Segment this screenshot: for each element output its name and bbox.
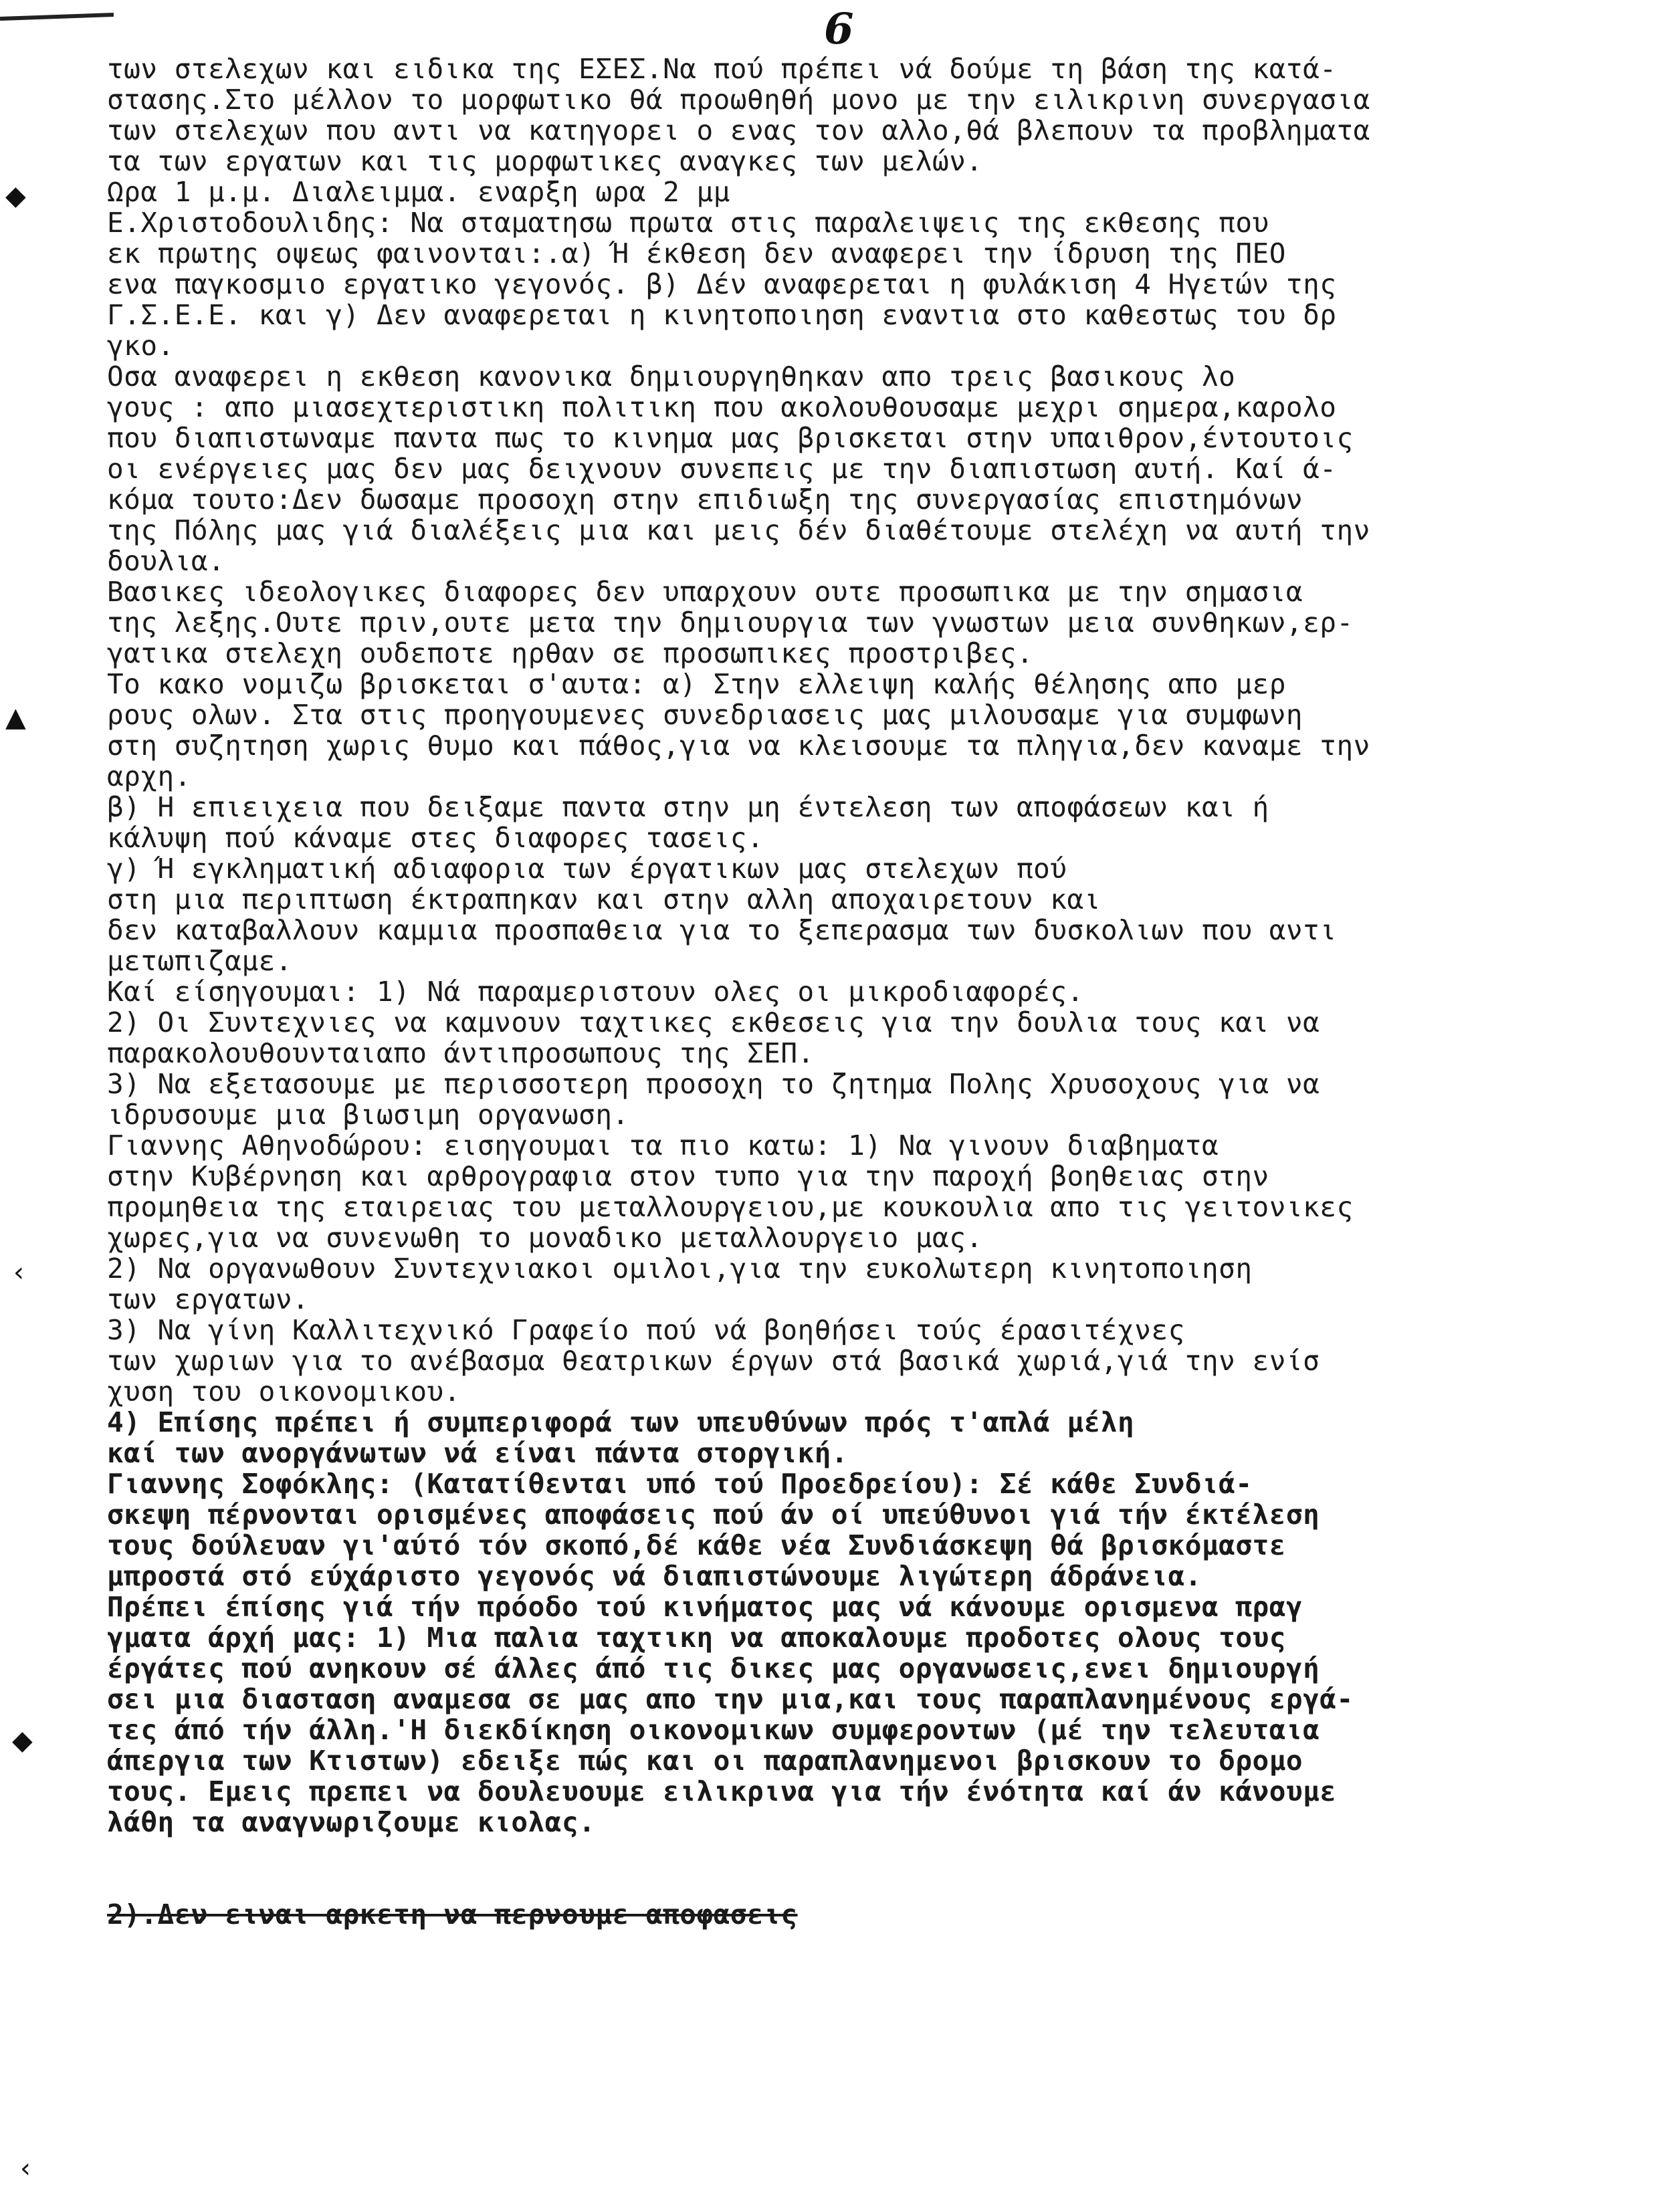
scan-mark xyxy=(0,13,114,21)
text-line: 2) Οι Συντεχνιες να καμνουν ταχτικες εκθεσεις για την δουλια τους και να xyxy=(107,1007,1320,1038)
text-line: στην Κυβέρνηση και αρθρογραφια στον τυπο για την παροχή βοηθειας στην xyxy=(107,1161,1269,1192)
text-line: στη συζητηση χωρις θυμο και πάθος,για να κλεισουμε τα πληγια,δεν καναμε την xyxy=(107,730,1370,761)
text-line: τους δούλευαν γι'αύτό τόν σκοπό,δέ κάθε νέα Συνδιάσκεψη θά βρισκόμαστε xyxy=(107,1530,1286,1561)
speaker-line: Γιαννης Αθηνοδώρου: εισηγουμαι τα πιο κατω: 1) Να γινουν διαβηματα xyxy=(107,1130,1219,1161)
margin-punch-mark: ‹ xyxy=(13,1257,24,1288)
text-line: 3) Να γίνη Καλλιτεχνικό Γραφείο πού νά βοηθήσει τούς έρασιτέχνες xyxy=(107,1315,1185,1345)
speaker-line: Γιαννης Σοφόκλης: (Κατατίθενται υπό τού Προεδρείου): Σέ κάθε Συνδιά- xyxy=(107,1468,1253,1499)
text-line: προμηθεια της εταιρειας του μεταλλουργειου,με κουκουλια απο τις γειτονικες xyxy=(107,1192,1354,1222)
text-line: λάθη τα αναγνωριζουμε κιολας. xyxy=(107,1807,596,1838)
text-line: Το κακο νομιζω βρισκεται σ'αυτα: α) Στην ελλειψη καλής θέλησης απο μερ xyxy=(107,669,1286,699)
text-line: κάλυψη πού κάναμε στες διαφορες τασεις. xyxy=(107,822,764,853)
blank-line xyxy=(107,1838,1612,1868)
text-line: χωρες,για να συνενωθη το μοναδικο μεταλλουργειο μας. xyxy=(107,1222,983,1253)
text-line: γ) Ή εγκληματική αδιαφορια των έργατικων μας στελεχων πού xyxy=(107,853,1067,884)
text-line: β) Η επιειχεια που δειξαμε παντα στην μη έντελεση των αποφάσεων και ή xyxy=(107,792,1269,822)
text-line: γματα άρχή μας: 1) Μια παλια ταχτικη να αποκαλουμε προδοτες ολους τους xyxy=(107,1622,1286,1653)
text-line: κόμα τουτο:Δεν δωσαμε προσοχη στην επιδιωξη της συνεργασίας επιστημόνων xyxy=(107,484,1303,515)
text-line: οι ενέργειες μας δεν μας δειχνουν συνεπεις με την διαπιστωση αυτή. Καί ά- xyxy=(107,453,1337,484)
text-line: ρους ολων. Στα στις προηγουμενες συνεδριασεις μας μιλουσαμε για συμφωνη xyxy=(107,699,1303,730)
text-line: γους : απο μιασεχτεριστικη πολιτικη που ακολουθουσαμε μεχρι σημερα,καρολο xyxy=(107,392,1337,423)
text-line: στη μια περιπτωση έκτραπηκαν και στην αλλη αποχαιρετουν και xyxy=(107,884,1101,915)
text-line: καί των ανοργάνωτων νά είναι πάντα στοργική. xyxy=(107,1438,849,1468)
speaker-line: Ε.Χριστοδουλιδης: Να σταματησω πρωτα στις παραλειψεις της εκθεσης που xyxy=(107,207,1269,238)
text-line: Ωρα 1 μ.μ. Διαλειμμα. εναρξη ωρα 2 μμ xyxy=(107,177,730,207)
page-number: 6 xyxy=(824,4,854,54)
typescript-body xyxy=(107,53,1612,1930)
text-line: παρακολουθουνταιαπο άντιπροσωπους της ΣΕΠ. xyxy=(107,1038,815,1069)
text-line: 2) Να οργανωθουν Συντεχνιακοι ομιλοι,για την ευκολωτερη κινητοποιηση xyxy=(107,1253,1253,1284)
text-line: 4) Επίσης πρέπει ή συμπεριφορά των υπευθύνων πρός τ'απλά μέλη xyxy=(107,1407,1135,1438)
text-line: των χωριων για το ανέβασμα θεατρικων έργων στά βασικά χωριά,γιά την ενίσ xyxy=(107,1345,1320,1376)
text-line: ενα παγκοσμιο εργατικο γεγονός. β) Δέν αναφερεται η φυλάκιση 4 Ηγετών της xyxy=(107,269,1337,300)
text-line: ιδρυσουμε μια βιωσιμη οργανωση. xyxy=(107,1099,629,1130)
margin-punch-mark: ◆ xyxy=(5,181,26,211)
text-line: Οσα αναφερει η εκθεση κανονικα δημιουργηθηκαν απο τρεις βασικους λο xyxy=(107,361,1236,392)
text-line: χυση του οικονομικου. xyxy=(107,1376,461,1407)
text-line: σει μια διασταση αναμεσα σε μας απο την μια,και τους παραπλανημένους εργά- xyxy=(107,1684,1354,1715)
margin-punch-mark: ▲ xyxy=(5,702,26,733)
text-line: που διαπιστωναμε παντα πως το κινημα μας βρισκεται στην υπαιθρον,έντουτοις xyxy=(107,423,1354,453)
text-line: έργάτες πού ανηκουν σέ άλλες άπό τις δικες μας οργανωσεις,ενει δημιουργή xyxy=(107,1653,1320,1684)
text-line: γκο. xyxy=(107,330,175,361)
text-line: της Πόλης μας γιά διαλέξεις μια και μεις δέν διαθέτουμε στελέχη να αυτή την xyxy=(107,515,1370,546)
text-line: τους. Εμεις πρεπει να δουλευουμε ειλικρινα για τήν ένότητα καί άν κάνουμε xyxy=(107,1776,1337,1807)
text-line: των στελεχων που αντι να κατηγορει ο ενας τον αλλο,θά βλεπουν τα προβληματα xyxy=(107,115,1370,146)
text-line: των εργατων. xyxy=(107,1284,310,1315)
text-line: μπροστά στό εύχάριστο γεγονός νά διαπιστώνουμε λιγώτερη άδράνεια. xyxy=(107,1561,1202,1591)
text-line: εκ πρωτης οψεως φαινονται:.α) Ή έκθεση δεν αναφερει την ίδρυση της ΠΕΟ xyxy=(107,238,1286,269)
blank-line xyxy=(107,1868,1612,1899)
text-line: Καί είσηγουμαι: 1) Νά παραμεριστουν ολες οι μικροδιαφορές. xyxy=(107,976,1084,1007)
text-line: αρχη. xyxy=(107,761,191,792)
text-line: μετωπιζαμε. xyxy=(107,946,293,976)
text-line: δεν καταβαλλουν καμμια προσπαθεια για το ξεπερασμα των δυσκολιων που αντι xyxy=(107,915,1337,946)
text-line: τες άπό τήν άλλη.'Η διεκδίκηση οικονομικων συμφεροντων (μέ την τελευταια xyxy=(107,1715,1320,1745)
text-line: γατικα στελεχη ουδεποτε ηρθαν σε προσωπικες προστριβες. xyxy=(107,638,1034,669)
struck-line: 2).Δεν ειναι αρκετη να περνουμε αποφασεις xyxy=(107,1899,798,1930)
margin-punch-mark: ◆ xyxy=(12,1725,33,1756)
text-line: των στελεχων και ειδικα της ΕΣΕΣ.Να πού πρέπει νά δούμε τη βάση της κατά- xyxy=(107,53,1337,84)
text-line: στασης.Στο μέλλον το μορφωτικο θά προωθηθή μονο με την ειλικρινη συνεργασια xyxy=(107,84,1370,115)
text-line: Γ.Σ.Ε.Ε. και γ) Δεν αναφερεται η κινητοποιηση εναντια στο καθεστως του δρ xyxy=(107,300,1337,330)
text-line: άπεργια των Κτιστων) εδειξε πώς και οι παραπλανημενοι βρισκουν το δρομο xyxy=(107,1745,1303,1776)
text-line: της λεξης.Ουτε πριν,ουτε μετα την δημιουργια των γνωστων μεια συνθηκων,ερ- xyxy=(107,607,1354,638)
text-line: τα των εργατων και τις μορφωτικες αναγκες των μελών. xyxy=(107,146,983,177)
text-line: σκεψη πέρνονται ορισμένες αποφάσεις πού άν οί υπεύθυνοι γιά τήν έκτέλεση xyxy=(107,1499,1320,1530)
margin-punch-mark: ‹ xyxy=(20,2153,31,2184)
text-line: Πρέπει έπίσης γιά τήν πρόοδο τού κινήματος μας νά κάνουμε ορισμενα πραγ xyxy=(107,1591,1303,1622)
text-line: 3) Να εξετασουμε με περισσοτερη προσοχη το ζητημα Πολης Χρυσοχους για να xyxy=(107,1069,1320,1099)
text-line: δουλια. xyxy=(107,546,225,576)
text-line: Βασικες ιδεολογικες διαφορες δεν υπαρχουν ουτε προσωπικα με την σημασια xyxy=(107,576,1303,607)
